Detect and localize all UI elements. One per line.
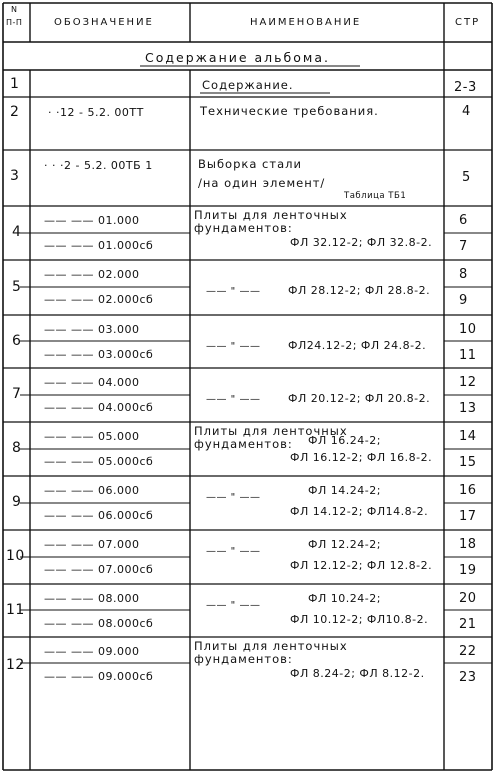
group-formula-line1: ФЛ 12.24-2; [308, 538, 381, 551]
group-code-main: —— —— 02.000 [44, 268, 140, 281]
group-code-assembly: —— —— 02.000сб [44, 293, 154, 306]
header-page: СТР [455, 17, 481, 28]
group-code-main: —— —— 07.000 [44, 538, 140, 551]
group-code-assembly: —— —— 04.000сб [44, 401, 154, 414]
group-number: 8 [12, 440, 22, 456]
group-ditto-mark: —— " —— [206, 492, 261, 503]
group-page-assembly: 23 [459, 670, 477, 685]
group-ditto-mark: —— " —— [206, 394, 261, 405]
group-formula-line1: ФЛ 14.24-2; [308, 484, 381, 497]
group-formula-line1: ФЛ 20.12-2; ФЛ 20.8-2. [288, 392, 431, 405]
group-code-assembly: —— —— 03.000сб [44, 348, 154, 361]
group-formula-line1: ФЛ24.12-2; ФЛ 24.8-2. [288, 339, 427, 352]
group-page-assembly: 21 [459, 617, 477, 632]
group-code-assembly: —— —— 05.000сб [44, 455, 154, 468]
group-number: 7 [12, 386, 22, 402]
group-code-main: —— —— 09.000 [44, 645, 140, 658]
group-formula-line1: ФЛ 16.24-2; [308, 434, 381, 447]
row-page: 5 [462, 170, 471, 185]
group-title-line1: Плиты для ленточных [194, 208, 348, 222]
row-number: 3 [10, 168, 20, 184]
group-number: 9 [12, 494, 22, 510]
group-number: 4 [12, 224, 22, 240]
row-page: 4 [462, 104, 471, 119]
row-number: 2 [10, 104, 20, 120]
group-page-assembly: 13 [459, 401, 477, 416]
group-code-assembly: —— —— 01.000сб [44, 239, 154, 252]
group-page-main: 6 [459, 213, 468, 228]
group-number: 6 [12, 333, 22, 349]
group-title-line1: Плиты для ленточных [194, 424, 348, 438]
group-page-assembly: 11 [459, 348, 477, 363]
group-formula-line1: ФЛ 28.12-2; ФЛ 28.8-2. [288, 284, 431, 297]
group-formula-line2: ФЛ 16.12-2; ФЛ 16.8-2. [290, 451, 433, 464]
group-page-main: 16 [459, 483, 477, 498]
group-number: 5 [12, 279, 22, 295]
group-formula-line2: ФЛ 12.12-2; ФЛ 12.8-2. [290, 559, 433, 572]
group-code-main: —— —— 01.000 [44, 214, 140, 227]
group-ditto-mark: —— " —— [206, 600, 261, 611]
group-ditto-mark: —— " —— [206, 546, 261, 557]
group-page-main: 10 [459, 322, 477, 337]
group-formula-line2: ФЛ 10.12-2; ФЛ10.8-2. [290, 613, 429, 626]
header-designation: ОБОЗНАЧЕНИЕ [54, 17, 154, 28]
group-code-main: —— —— 03.000 [44, 323, 140, 336]
group-page-assembly: 15 [459, 455, 477, 470]
row-number: 1 [10, 76, 20, 92]
group-title-line2: фундаментов: [194, 437, 293, 451]
group-code-assembly: —— —— 09.000сб [44, 670, 154, 683]
group-code-main: —— —— 06.000 [44, 484, 140, 497]
group-code-assembly: —— —— 07.000сб [44, 563, 154, 576]
group-number: 12 [6, 657, 25, 673]
group-page-assembly: 9 [459, 293, 468, 308]
group-code-main: —— —— 08.000 [44, 592, 140, 605]
group-ditto-mark: —— " —— [206, 286, 261, 297]
group-page-main: 20 [459, 591, 477, 606]
header-name: НАИМЕНОВАНИЕ [250, 17, 362, 28]
header-num-bottom: П-П [6, 18, 23, 27]
group-title-line2: фундаментов: [194, 652, 293, 666]
group-code-main: —— —— 05.000 [44, 430, 140, 443]
row-designation: · ·12 - 5.2. 00ТТ [48, 106, 144, 119]
group-formula-line2: ФЛ 8.24-2; ФЛ 8.12-2. [290, 667, 425, 680]
group-page-main: 18 [459, 537, 477, 552]
row-title: Технические требования. [200, 104, 379, 118]
group-page-assembly: 17 [459, 509, 477, 524]
group-code-assembly: —— —— 08.000сб [44, 617, 154, 630]
group-code-assembly: —— —— 06.000сб [44, 509, 154, 522]
group-page-assembly: 19 [459, 563, 477, 578]
group-formula-line2: ФЛ 14.12-2; ФЛ14.8-2. [290, 505, 429, 518]
section-title: Содержание альбома. [145, 50, 330, 65]
row-title-line2: /на один элемент/ [198, 176, 326, 190]
group-page-assembly: 7 [459, 239, 468, 254]
group-number: 10 [6, 548, 25, 564]
row-designation: · · ·2 - 5.2. 00ТБ 1 [44, 159, 153, 172]
row-page: 2-3 [454, 80, 477, 95]
group-ditto-mark: —— " —— [206, 341, 261, 352]
header-num-top: N [11, 5, 18, 14]
row-title: Содержание. [202, 78, 294, 92]
group-title-line1: Плиты для ленточных [194, 639, 348, 653]
group-page-main: 8 [459, 267, 468, 282]
group-title-line2: фундаментов: [194, 221, 293, 235]
row-note: Таблица ТБ1 [344, 191, 407, 201]
group-page-main: 22 [459, 644, 477, 659]
group-number: 11 [6, 602, 25, 618]
group-page-main: 14 [459, 429, 477, 444]
group-formula-line2: ФЛ 32.12-2; ФЛ 32.8-2. [290, 236, 433, 249]
group-page-main: 12 [459, 375, 477, 390]
group-formula-line1: ФЛ 10.24-2; [308, 592, 381, 605]
row-title-line1: Выборка стали [198, 157, 302, 171]
group-code-main: —— —— 04.000 [44, 376, 140, 389]
